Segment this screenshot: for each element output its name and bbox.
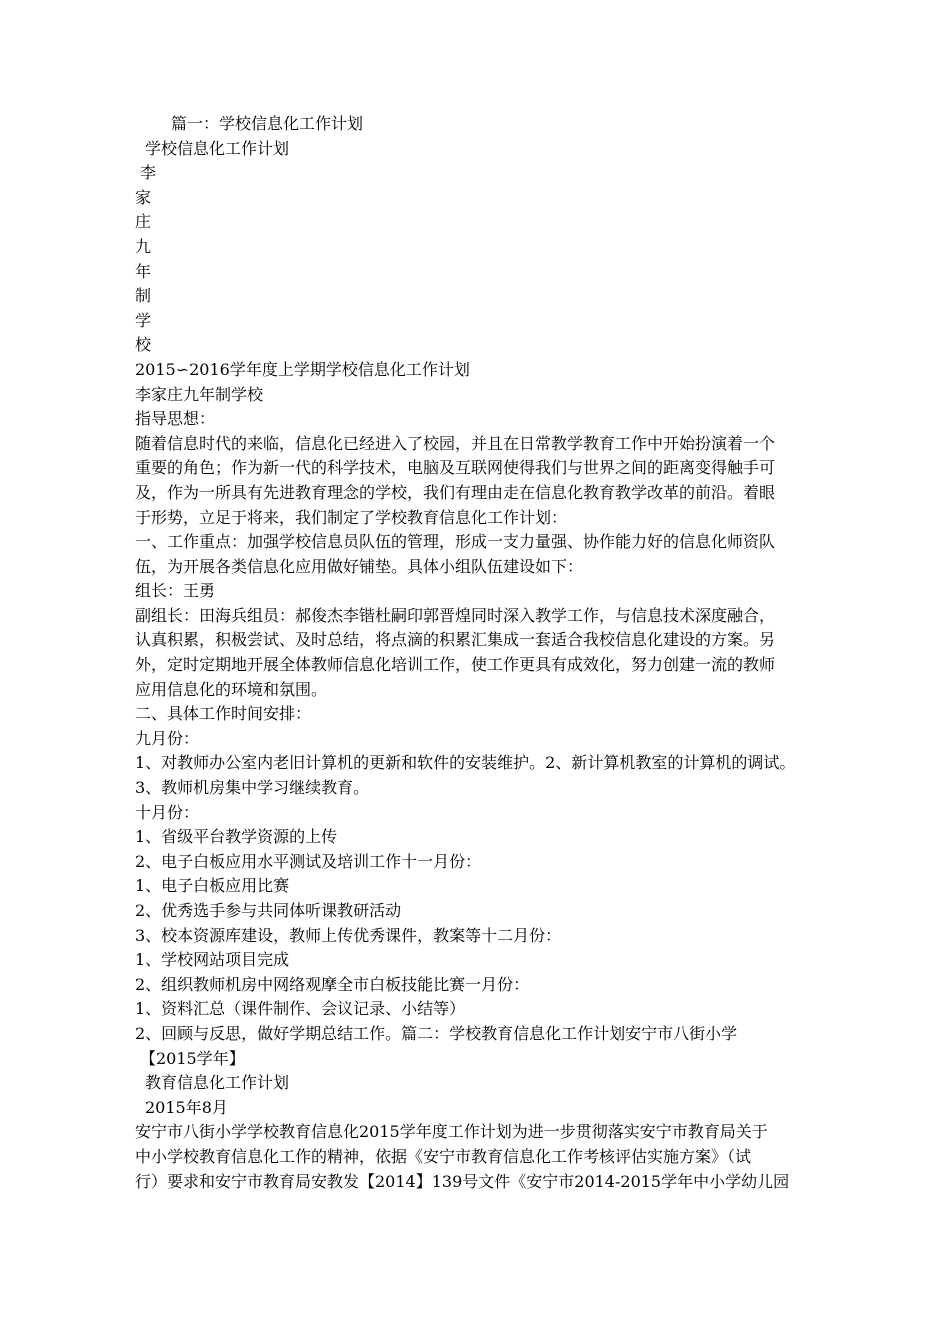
text-line: 3、校本资源库建设，教师上传优秀课件，教案等十二月份： [135,925,562,945]
text-line: 李 [140,163,157,183]
text-line: 年 [135,261,152,281]
text-line: 应用信息化的环境和氛围。 [135,679,328,699]
text-line: 外，定时定期地开展全体教师信息化培训工作，使工作更具有成效化，努力创建一流的教师 [135,655,776,675]
text-line: 1、对教师办公室内老旧计算机的更新和软件的安装维护。2、新计算机教室的计算机的调试。 [135,753,796,773]
text-line: 指导思想： [135,409,216,429]
text-line: 安宁市八街小学学校教育信息化2015学年度工作计划为进一步贯彻落实安宁市教育局关于 [135,1122,768,1142]
text-line: 重要的角色；作为新一代的科学技术，电脑及互联网使得我们与世界之间的距离变得触手可 [135,458,776,478]
text-line: 2、优秀选手参与共同体听课教研活动 [135,901,402,920]
text-line: 【2015学年】 [140,1048,245,1068]
text-line: 2、电子白板应用水平测试及培训工作十一月份： [135,851,482,871]
text-line: 庄 [135,212,152,232]
document-body [135,112,835,1194]
text-line: 随着信息时代的来临，信息化已经进入了校园，并且在日常教学教育工作中开始扮演着一个 [135,433,776,453]
text-line: 及，作为一所具有先进教育理念的学校，我们有理由走在信息化教育教学改革的前沿。着眼 [135,482,776,502]
text-line: 家 [135,187,152,207]
text-line: 九月份： [135,728,200,748]
text-line: 李家庄九年制学校 [135,384,264,404]
text-line: 教育信息化工作计划 [145,1073,290,1093]
text-line: 认真积累，积极尝试、及时总结，将点滴的积累汇集成一套适合我校信息化建设的方案。另 [135,630,776,650]
text-line: 2、组织教师机房中网络观摩全市白板技能比赛一月份： [135,974,530,994]
text-line: 3、教师机房集中学习继续教育。 [135,778,370,798]
text-line: 中小学校教育信息化工作的精神，依据《安宁市教育信息化工作考核评估实施方案》（试 [135,1146,752,1166]
text-line: 二、具体工作时间安排： [135,704,312,724]
text-line: 十月份： [135,802,200,822]
text-line: 学 [135,310,152,330]
text-line: 行）要求和安宁市教育局安教发【2014】139号文件《安宁市2014-2015学年中小学幼儿园 [135,1171,790,1191]
text-line: 一、工作重点：加强学校信息员队伍的管理，形成一支力量强、协作能力好的信息化师资队 [135,532,776,552]
text-line: 1、省级平台教学资源的上传 [135,827,338,847]
text-line: 组长：王勇 [135,581,216,601]
text-line: 篇一：学校信息化工作计划 [171,114,364,133]
text-line: 2、回顾与反思，做好学期总结工作。篇二：学校教育信息化工作计划安宁市八街小学 [135,1023,738,1043]
text-line: 制 [135,286,152,306]
text-line: 副组长：田海兵组员：郝俊杰李锴杜嗣印郭晋煌同时深入教学工作，与信息技术深度融合， [135,605,776,625]
text-line: 2015年8月 [145,1097,228,1117]
text-line: 1、资料汇总（课件制作、会议记录、小结等） [135,999,466,1019]
text-line: 学校信息化工作计划 [145,138,290,158]
text-line: 伍，为开展各类信息化应用做好铺垫。具体小组队伍建设如下： [135,556,584,576]
text-line: 2015∽2016学年度上学期学校信息化工作计划 [135,359,470,379]
text-line: 于形势，立足于将来，我们制定了学校教育信息化工作计划： [135,507,568,527]
text-line: 校 [135,335,152,355]
text-line: 1、学校网站项目完成 [135,950,290,970]
text-line: 1、电子白板应用比赛 [135,876,290,896]
text-line: 九 [135,236,152,256]
